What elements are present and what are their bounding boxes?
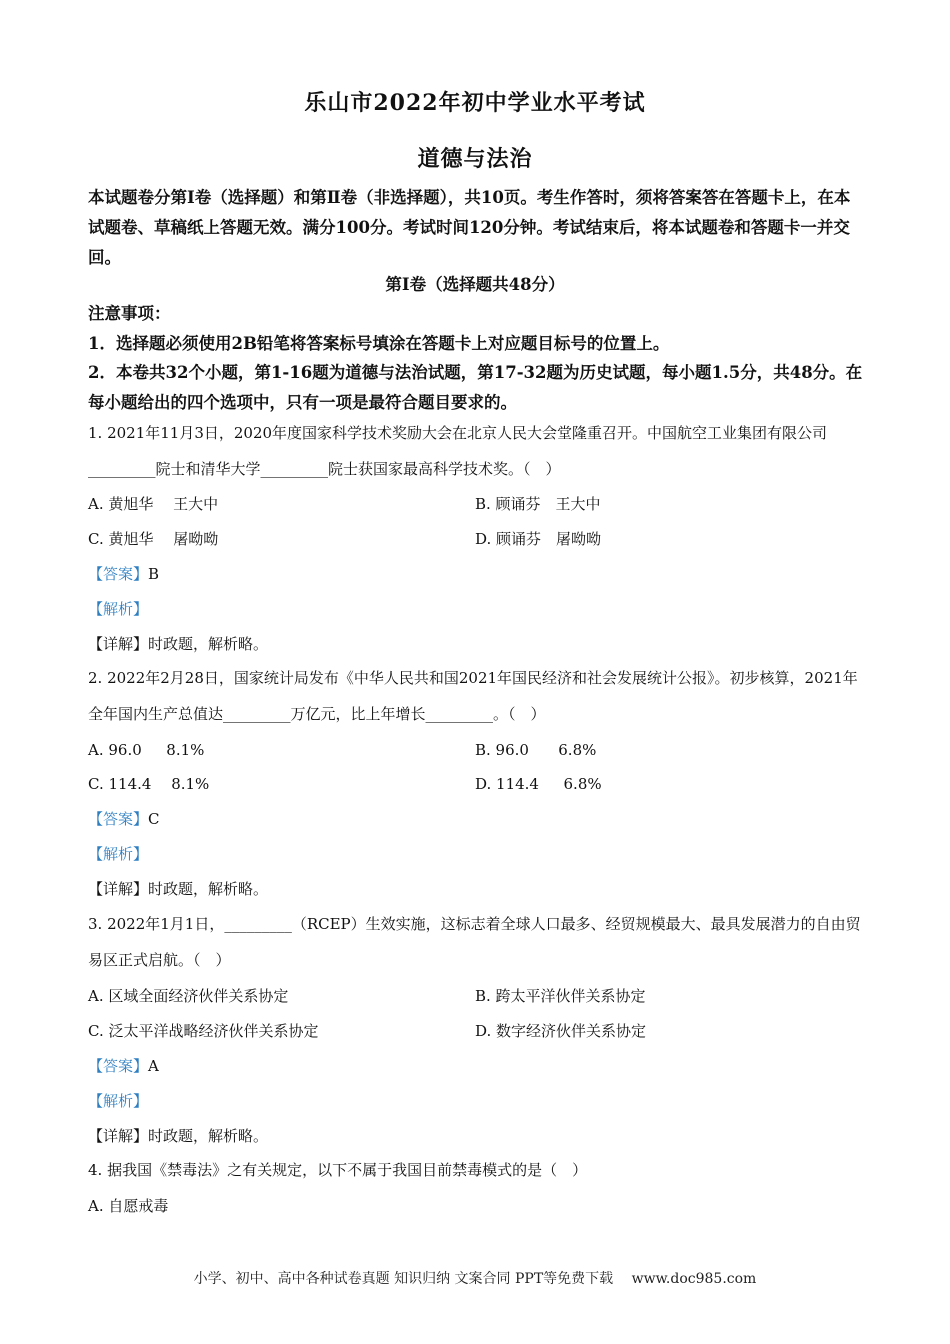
detail-text: 时政题，解析略。 bbox=[148, 635, 269, 653]
option: D. 114.4 6.8% bbox=[475, 775, 602, 793]
option: A. 黄旭华 王大中 bbox=[88, 495, 219, 513]
detail-line bbox=[88, 634, 268, 654]
answer-value: C bbox=[148, 810, 160, 828]
question-stem: 4. 据我国《禁毒法》之有关规定，以下不属于我国目前禁毒模式的是（ ） bbox=[88, 1161, 588, 1179]
answer-tag: 【答案】 bbox=[88, 810, 149, 828]
option: B. 跨太平洋伙伴关系协定 bbox=[475, 987, 646, 1005]
section-title: 第Ⅰ卷（选择题共48分） bbox=[385, 275, 565, 294]
question-stem: 3. 2022年1月1日，_________（RCEP）生效实施，这标志着全球人口最多、经贸规模最大、最具发展潜力的自由贸易区正式启航。（ ） bbox=[88, 915, 861, 969]
option: D. 数字经济伙伴关系协定 bbox=[475, 1022, 647, 1040]
answer-line bbox=[88, 809, 160, 829]
detail-text: 时政题，解析略。 bbox=[148, 1127, 269, 1145]
option: B. 96.0 6.8% bbox=[475, 741, 597, 759]
answer-value: B bbox=[148, 565, 160, 583]
exam-instructions: 本试题卷分第Ⅰ卷（选择题）和第Ⅱ卷（非选择题），共10页。考生作答时，须将答案答在答题卡上，在本试题卷、草稿纸上答题无效。满分100分。考试时间120分钟。考试结束后，将本试题卷和答题卡一并交回。 bbox=[88, 188, 851, 267]
option: C. 泛太平洋战略经济伙伴关系协定 bbox=[88, 1022, 319, 1040]
option: A. 96.0 8.1% bbox=[88, 741, 205, 759]
analysis-line bbox=[88, 1091, 148, 1111]
option: D. 顾诵芬 屠呦呦 bbox=[475, 530, 602, 548]
detail-tag: 【详解】 bbox=[88, 880, 149, 898]
option: B. 顾诵芬 王大中 bbox=[475, 495, 601, 513]
subject-title: 道德与法治 bbox=[417, 146, 533, 172]
option: A. 自愿戒毒 bbox=[88, 1197, 169, 1215]
analysis-tag: 【解析】 bbox=[88, 845, 149, 863]
answer-line bbox=[88, 1056, 159, 1076]
detail-line bbox=[88, 879, 268, 899]
question-stem: 2. 2022年2月28日，国家统计局发布《中华人民共和国2021年国民经济和社会发展统计公报》。初步核算，2021年全年国内生产总值达_________万亿元，比上年增长_________。（ ） bbox=[88, 669, 858, 723]
analysis-tag: 【解析】 bbox=[88, 600, 149, 618]
analysis-line bbox=[88, 599, 148, 619]
analysis-tag: 【解析】 bbox=[88, 1092, 149, 1110]
detail-line bbox=[88, 1126, 268, 1146]
answer-value: A bbox=[148, 1057, 159, 1075]
option: C. 114.4 8.1% bbox=[88, 775, 210, 793]
option: C. 黄旭华 屠呦呦 bbox=[88, 530, 219, 548]
notice-item: 2．本卷共32个小题，第1-16题为道德与法治试题，第17-32题为历史试题，每小题1.5分，共48分。在每小题给出的四个选项中，只有一项是最符合题目要求的。 bbox=[88, 363, 863, 412]
notice-item: 1．选择题必须使用2B铅笔将答案标号填涂在答题卡上对应题目标号的位置上。 bbox=[88, 334, 670, 353]
analysis-line bbox=[88, 844, 148, 864]
detail-tag: 【详解】 bbox=[88, 1127, 149, 1145]
answer-line bbox=[88, 564, 159, 584]
question-stem: 1. 2021年11月3日，2020年度国家科学技术奖励大会在北京人民大会堂隆重召开。中国航空工业集团有限公司_________院士和清华大学_________院士获国家最高科学技术奖。（ ） bbox=[88, 424, 828, 478]
answer-tag: 【答案】 bbox=[88, 1057, 149, 1075]
detail-text: 时政题，解析略。 bbox=[148, 880, 269, 898]
option: A. 区域全面经济伙伴关系协定 bbox=[88, 987, 289, 1005]
exam-title: 乐山市2022年初中学业水平考试 bbox=[304, 90, 646, 116]
answer-tag: 【答案】 bbox=[88, 565, 149, 583]
detail-tag: 【详解】 bbox=[88, 635, 149, 653]
page-footer: 小学、初中、高中各种试卷真题 知识归纳 文案合同 PPT等免费下载 www.doc985.com bbox=[193, 1271, 757, 1287]
notice-title: 注意事项： bbox=[88, 304, 171, 323]
